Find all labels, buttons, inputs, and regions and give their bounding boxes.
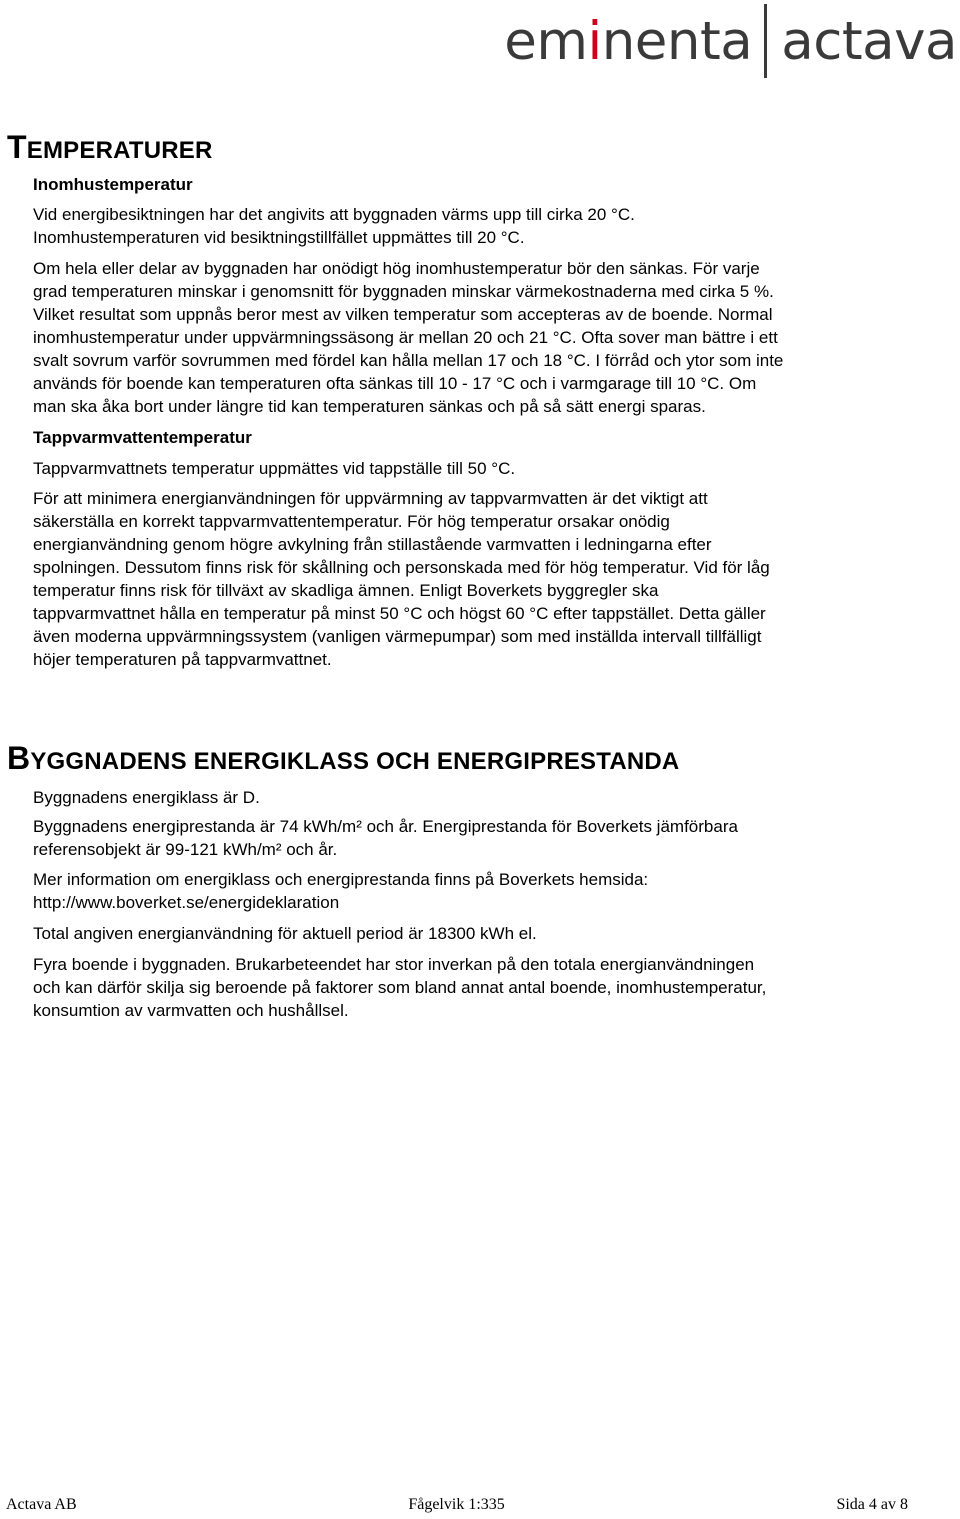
- text-line: används för boende kan temperaturen ofta sänkas till 10 - 17 °C och i varmgarage till 10 °C. Om: [33, 374, 757, 393]
- text-line: http://www.boverket.se/energideklaration: [33, 893, 340, 912]
- paragraph-mer-information: [33, 868, 913, 914]
- company-logo: [504, 2, 957, 80]
- text-line: Mer information om energiklass och energiprestanda finns på Boverkets hemsida:: [33, 870, 649, 889]
- text-line: För att minimera energianvändningen för uppvärmning av tappvarmvatten är det viktigt att: [33, 489, 708, 508]
- paragraph-boende: [33, 953, 913, 1022]
- logo-divider: [764, 4, 767, 78]
- subheading-tappvarmvatten: Tappvarmvattentemperatur: [33, 428, 252, 447]
- text-line: höjer temperaturen på tappvarmvattnet.: [33, 650, 332, 669]
- text-line: svalt sovrum varför sovrummen med fördel kan hålla mellan 17 och 18 °C. I förråd och ytor som inte: [33, 351, 784, 370]
- footer-company: Actava AB: [6, 1496, 77, 1513]
- text-line: inomhustemperatur under uppvärmningssäsong är mellan 20 och 21 °C. Ofta sover man bättre i ett: [33, 328, 778, 347]
- logo-eminenta: eminenta: [504, 10, 753, 72]
- text-line: Inomhustemperaturen vid besiktningstillfället uppmättes till 20 °C.: [33, 228, 525, 247]
- subheading-inomhustemperatur: Inomhustemperatur: [33, 175, 193, 194]
- paragraph-energiklass: [33, 786, 913, 809]
- text-line: Byggnadens energiprestanda är 74 kWh/m² och år. Energiprestanda för Boverkets jämförbara: [33, 817, 738, 836]
- text-line: tappvarmvattnet hålla en temperatur på minst 50 °C och högst 60 °C efter tappstället. Detta gäller: [33, 604, 766, 623]
- footer-page-number: Sida 4 av 8: [836, 1496, 908, 1513]
- text-line: även moderna uppvärmningssystem (vanligen värmepumpar) som med inställda intervall tillfälligt: [33, 627, 762, 646]
- text-line: spolningen. Dessutom finns risk för skållning och personskada med för hög temperatur. Vid för låg: [33, 558, 770, 577]
- text-line: Vilket resultat som uppnås beror mest av vilken temperatur som accepteras av de boende. Normal: [33, 305, 773, 324]
- text-line: Vid energibesiktningen har det angivits att byggnaden värms upp till cirka 20 °C.: [33, 205, 635, 224]
- text-line: man ska åka bort under längre tid kan temperaturen sänkas och på så sätt energi sparas.: [33, 397, 706, 416]
- logo-actava: actava: [781, 10, 957, 72]
- section-title-temperaturer: TEMPERATURER: [7, 129, 213, 165]
- paragraph-inomhus-1: [33, 203, 913, 249]
- text-line: Fyra boende i byggnaden. Brukarbeteendet har stor inverkan på den totala energianvändningen: [33, 955, 755, 974]
- text-line: Om hela eller delar av byggnaden har onödigt hög inomhustemperatur bör den sänkas. För varje: [33, 259, 760, 278]
- text-line: temperatur finns risk för tillväxt av skadliga ämnen. Enligt Boverkets byggregler ska: [33, 581, 659, 600]
- text-line: energianvändning genom högre avkylning från stillastående varmvatten i ledningarna efter: [33, 535, 712, 554]
- paragraph-inomhus-2: [33, 257, 913, 418]
- paragraph-energiprestanda: [33, 815, 913, 861]
- text-line: säkerställa en korrekt tappvarmvattentemperatur. För hög temperatur orsakar onödig: [33, 512, 670, 531]
- paragraph-tappvarmvatten-2: [33, 487, 913, 671]
- text-line: grad temperaturen minskar i genomsnitt för byggnaden minskar värmekostnaderna med cirka 5 %.: [33, 282, 774, 301]
- footer-property: Fågelvik 1:335: [408, 1496, 505, 1513]
- text-line: referensobjekt är 99-121 kWh/m² och år.: [33, 840, 338, 859]
- text-line: och kan därför skilja sig beroende på faktorer som bland annat antal boende, inomhustemperatur,: [33, 978, 767, 997]
- page-footer: [6, 1496, 908, 1514]
- section-title-energiklass: BYGGNADENS ENERGIKLASS OCH ENERGIPRESTANDA: [7, 740, 680, 776]
- text-line: Tappvarmvattnets temperatur uppmättes vid tappställe till 50 °C.: [33, 459, 516, 478]
- text-line: Byggnadens energiklass är D.: [33, 788, 260, 807]
- text-line: Total angiven energianvändning för aktuell period är 18300 kWh el.: [33, 924, 537, 943]
- paragraph-tappvarmvatten-1: [33, 457, 913, 480]
- text-line: konsumtion av varmvatten och hushållsel.: [33, 1001, 349, 1020]
- paragraph-total-energianvandning: [33, 922, 913, 945]
